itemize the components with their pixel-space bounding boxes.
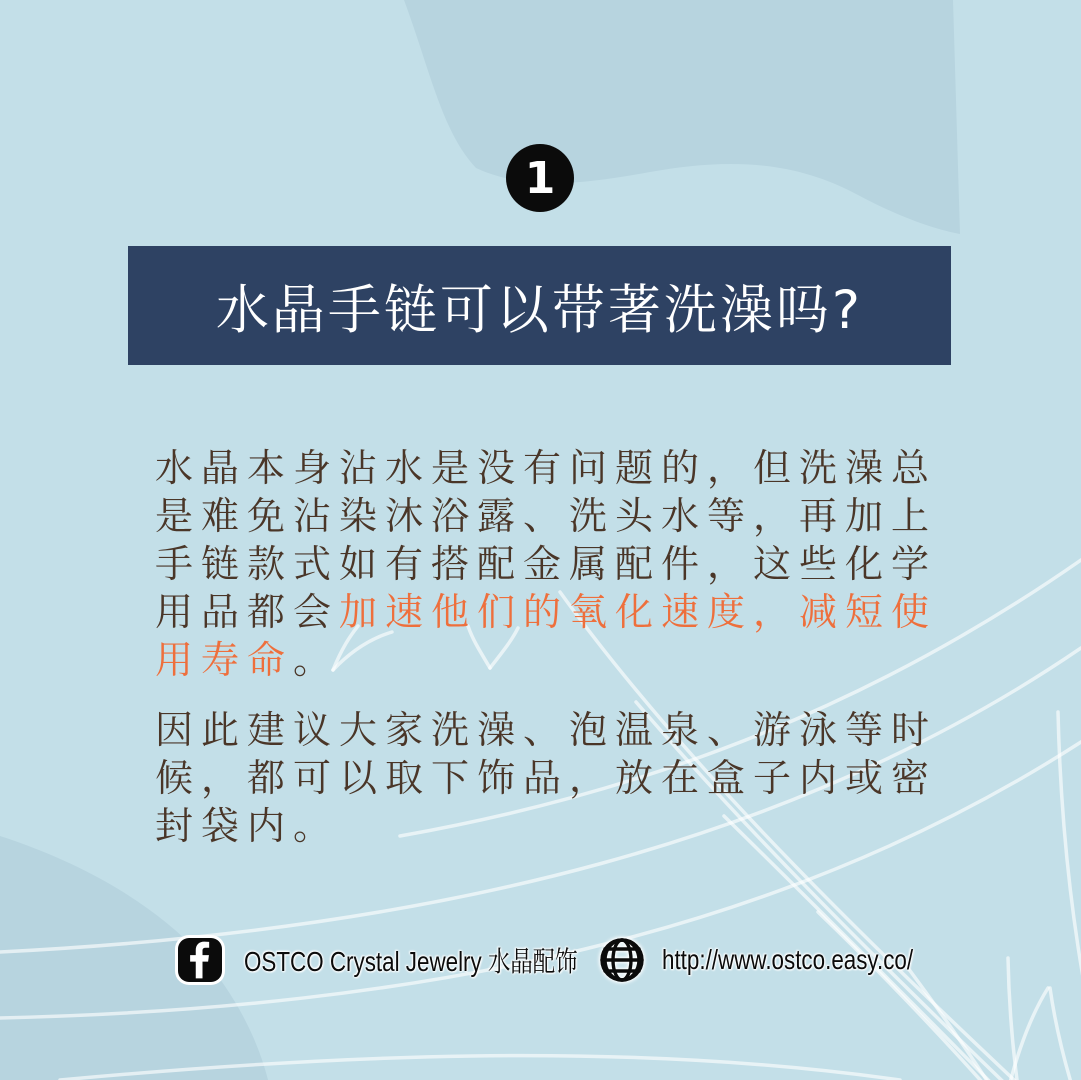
website-link[interactable] [598,934,976,986]
facebook-link[interactable] [178,934,661,986]
facebook-label: OSTCO Crystal Jewelry 水晶配饰 [244,946,578,977]
title-banner [128,246,951,365]
step-number-badge [506,144,574,212]
paragraph-1-text: 水晶本身沾水是没有问题的，但洗澡总是难免沾染沐浴露、洗头水等，再加上手链款式如有搭配金属配件，这些化学用品都会 [155,446,938,634]
paragraph-1-period: 。 [293,638,340,682]
globe-icon [598,936,646,984]
paragraph-1 [155,444,959,684]
step-number: 1 [524,152,556,204]
facebook-icon [178,938,222,982]
paragraph-2: 因此建议大家洗澡、泡温泉、游泳等时候，都可以取下饰品，放在盒子内或密封袋内。 [155,708,938,848]
website-url: http://www.ostco.easy.co/ [662,944,914,975]
top-wave-shape [404,0,960,234]
poster-title: 水晶手链可以带著洗澡吗? [215,279,864,341]
paragraph-1-highlight: 加速他们的氧化速度，减短使用寿命 [155,590,938,682]
body-copy [155,444,959,850]
